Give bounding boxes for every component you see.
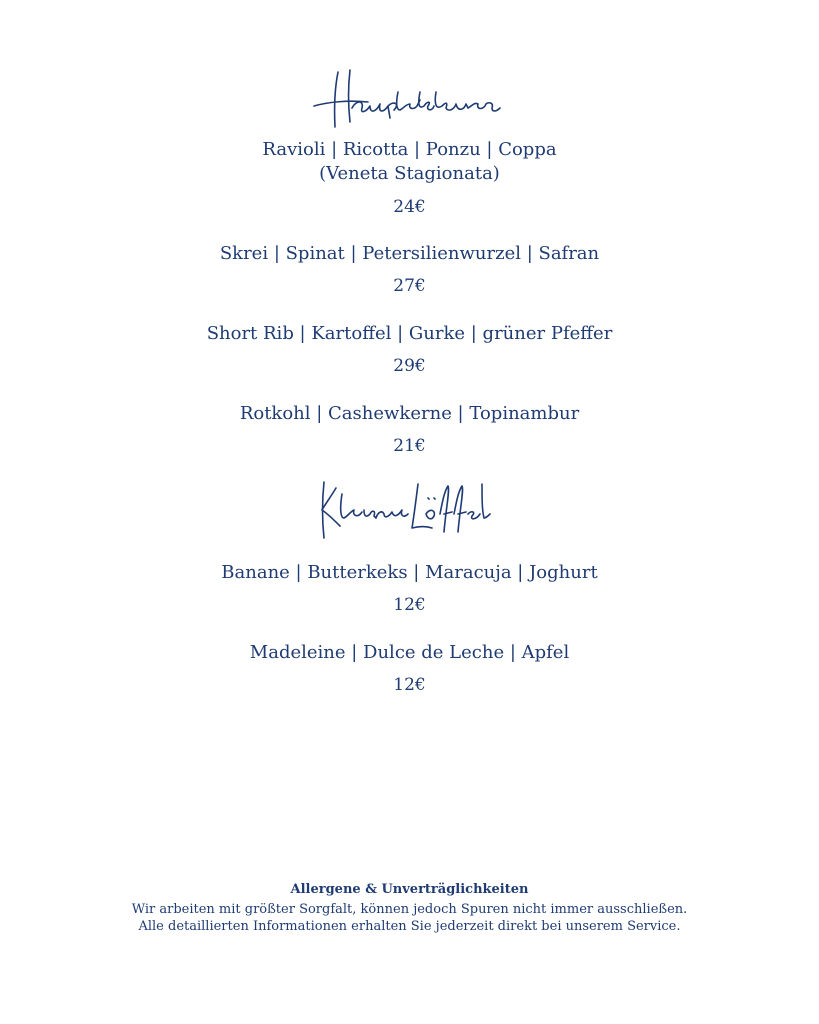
dish-price: 21€ xyxy=(393,436,426,456)
script-lettering-kleiner-loeffel xyxy=(312,474,502,544)
dish-name: Banane | Butterkeks | Maracuja | Joghurt xyxy=(221,562,598,583)
dish-name-continued: (Veneta Stagionata) xyxy=(319,163,500,184)
dish-name: Ravioli | Ricotta | Ponzu | Coppa xyxy=(262,139,557,160)
dish-price: 24€ xyxy=(393,197,426,217)
section-title-kleiner-loeffel xyxy=(312,474,502,544)
dish-name: Rotkohl | Cashewkerne | Topinambur xyxy=(239,403,580,424)
dish-price: 12€ xyxy=(393,595,426,615)
script-lettering-hauptakteure xyxy=(308,62,508,130)
allergen-heading: Allergene & Unverträglichkeiten xyxy=(290,882,529,897)
allergen-note-line: Alle detaillierten Informationen erhalten Sie jederzeit direkt bei unserem Service. xyxy=(138,919,681,934)
dish-price: 27€ xyxy=(393,276,426,296)
dish-name: Short Rib | Kartoffel | Gurke | grüner Pfeffer xyxy=(206,323,613,344)
dish-name: Skrei | Spinat | Petersilienwurzel | Safran xyxy=(219,243,600,264)
dish-price: 12€ xyxy=(393,675,426,695)
dish-name: Madeleine | Dulce de Leche | Apfel xyxy=(249,642,570,663)
section-title-hauptakteure xyxy=(308,62,508,130)
allergen-note-line: Wir arbeiten mit größter Sorgfalt, können jedoch Spuren nicht immer ausschließen. xyxy=(131,902,688,917)
dish-price: 29€ xyxy=(393,356,426,376)
